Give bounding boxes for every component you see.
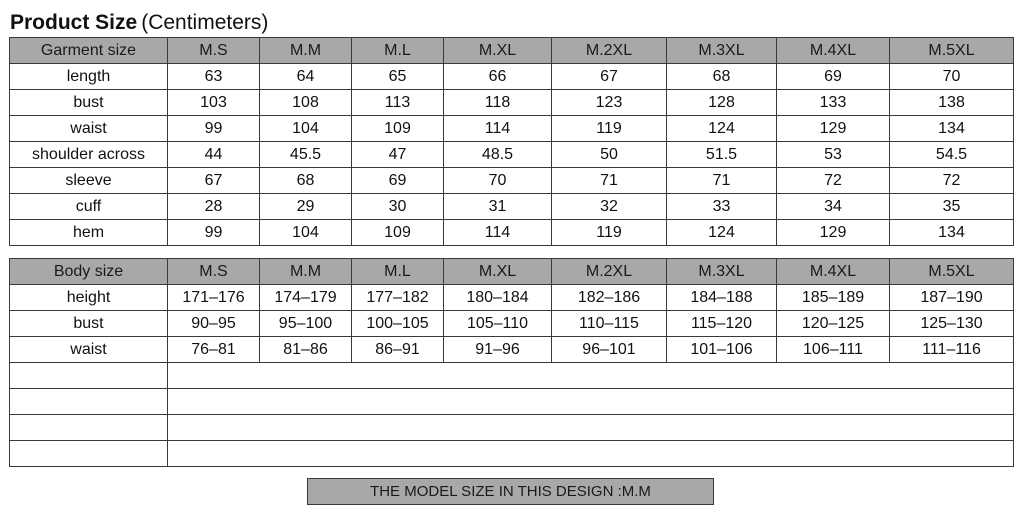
empty-row: [10, 415, 1014, 441]
table-cell: 115–120: [667, 311, 777, 337]
table-cell: 70: [444, 168, 552, 194]
table-row: [10, 337, 1014, 363]
page-title-unit: (Centimeters): [141, 11, 269, 34]
table-cell: 123: [552, 90, 667, 116]
body-header-row: [10, 259, 1014, 285]
model-size-note: THE MODEL SIZE IN THIS DESIGN :M.M: [307, 478, 714, 505]
table-cell: 124: [667, 220, 777, 246]
size-header: M.4XL: [777, 38, 890, 64]
table-cell: 113: [352, 90, 444, 116]
empty-value-cell: [168, 363, 1014, 389]
empty-row: [10, 441, 1014, 467]
table-row: [10, 142, 1014, 168]
size-header: M.XL: [444, 259, 552, 285]
empty-value-cell: [168, 415, 1014, 441]
size-header: M.S: [168, 38, 260, 64]
size-header: M.3XL: [667, 38, 777, 64]
table-row: [10, 90, 1014, 116]
row-label: length: [10, 64, 168, 90]
table-cell: 67: [168, 168, 260, 194]
table-cell: 33: [667, 194, 777, 220]
table-cell: 128: [667, 90, 777, 116]
table-cell: 114: [444, 116, 552, 142]
table-cell: 45.5: [260, 142, 352, 168]
table-cell: 118: [444, 90, 552, 116]
table-cell: 32: [552, 194, 667, 220]
table-cell: 70: [890, 64, 1014, 90]
table-cell: 187–190: [890, 285, 1014, 311]
table-cell: 120–125: [777, 311, 890, 337]
table-cell: 111–116: [890, 337, 1014, 363]
table-cell: 95–100: [260, 311, 352, 337]
table-cell: 31: [444, 194, 552, 220]
size-header: M.M: [260, 259, 352, 285]
table-cell: 109: [352, 116, 444, 142]
table-row: [10, 311, 1014, 337]
row-label: waist: [10, 337, 168, 363]
page-title-main: Product Size: [10, 11, 138, 34]
row-label: shoulder across: [10, 142, 168, 168]
table-cell: 34: [777, 194, 890, 220]
body-header-label: Body size: [10, 259, 168, 285]
table-cell: 96–101: [552, 337, 667, 363]
row-label: height: [10, 285, 168, 311]
table-cell: 54.5: [890, 142, 1014, 168]
table-cell: 125–130: [890, 311, 1014, 337]
table-cell: 105–110: [444, 311, 552, 337]
table-cell: 138: [890, 90, 1014, 116]
size-header: M.L: [352, 38, 444, 64]
table-row: [10, 168, 1014, 194]
empty-label-cell: [10, 441, 168, 467]
table-cell: 101–106: [667, 337, 777, 363]
table-cell: 185–189: [777, 285, 890, 311]
table-cell: 180–184: [444, 285, 552, 311]
table-cell: 129: [777, 220, 890, 246]
table-cell: 91–96: [444, 337, 552, 363]
table-cell: 68: [260, 168, 352, 194]
table-cell: 81–86: [260, 337, 352, 363]
table-cell: 64: [260, 64, 352, 90]
table-cell: 184–188: [667, 285, 777, 311]
empty-row: [10, 363, 1014, 389]
garment-size-table: [9, 37, 1014, 246]
table-cell: 124: [667, 116, 777, 142]
table-cell: 171–176: [168, 285, 260, 311]
table-cell: 106–111: [777, 337, 890, 363]
size-header: M.4XL: [777, 259, 890, 285]
table-cell: 35: [890, 194, 1014, 220]
table-cell: 68: [667, 64, 777, 90]
table-cell: 104: [260, 116, 352, 142]
table-cell: 50: [552, 142, 667, 168]
size-header: M.5XL: [890, 38, 1014, 64]
table-cell: 66: [444, 64, 552, 90]
table-cell: 99: [168, 220, 260, 246]
row-label: bust: [10, 311, 168, 337]
table-cell: 100–105: [352, 311, 444, 337]
table-cell: 47: [352, 142, 444, 168]
table-cell: 119: [552, 220, 667, 246]
table-cell: 134: [890, 220, 1014, 246]
table-cell: 174–179: [260, 285, 352, 311]
empty-row: [10, 389, 1014, 415]
table-cell: 129: [777, 116, 890, 142]
garment-header-row: [10, 38, 1014, 64]
table-row: [10, 220, 1014, 246]
size-header: M.L: [352, 259, 444, 285]
table-cell: 109: [352, 220, 444, 246]
table-cell: 110–115: [552, 311, 667, 337]
table-cell: 119: [552, 116, 667, 142]
table-cell: 134: [890, 116, 1014, 142]
table-cell: 108: [260, 90, 352, 116]
table-cell: 51.5: [667, 142, 777, 168]
table-cell: 133: [777, 90, 890, 116]
table-cell: 86–91: [352, 337, 444, 363]
table-cell: 99: [168, 116, 260, 142]
table-cell: 53: [777, 142, 890, 168]
table-cell: 114: [444, 220, 552, 246]
table-cell: 28: [168, 194, 260, 220]
table-cell: 69: [777, 64, 890, 90]
table-cell: 76–81: [168, 337, 260, 363]
table-cell: 69: [352, 168, 444, 194]
table-row: [10, 116, 1014, 142]
table-cell: 30: [352, 194, 444, 220]
table-cell: 67: [552, 64, 667, 90]
size-header: M.2XL: [552, 259, 667, 285]
size-header: M.2XL: [552, 38, 667, 64]
empty-label-cell: [10, 389, 168, 415]
row-label: waist: [10, 116, 168, 142]
row-label: bust: [10, 90, 168, 116]
size-header: M.3XL: [667, 259, 777, 285]
page-title: [10, 8, 268, 38]
row-label: hem: [10, 220, 168, 246]
empty-value-cell: [168, 389, 1014, 415]
table-cell: 103: [168, 90, 260, 116]
empty-value-cell: [168, 441, 1014, 467]
table-cell: 182–186: [552, 285, 667, 311]
size-header: M.XL: [444, 38, 552, 64]
table-cell: 177–182: [352, 285, 444, 311]
row-label: cuff: [10, 194, 168, 220]
table-cell: 48.5: [444, 142, 552, 168]
table-row: [10, 285, 1014, 311]
table-cell: 71: [552, 168, 667, 194]
table-row: [10, 194, 1014, 220]
size-header: M.5XL: [890, 259, 1014, 285]
table-cell: 72: [777, 168, 890, 194]
size-header: M.S: [168, 259, 260, 285]
size-header: M.M: [260, 38, 352, 64]
body-size-table: [9, 258, 1014, 467]
table-cell: 63: [168, 64, 260, 90]
empty-label-cell: [10, 363, 168, 389]
table-cell: 71: [667, 168, 777, 194]
table-cell: 29: [260, 194, 352, 220]
table-row: [10, 64, 1014, 90]
empty-label-cell: [10, 415, 168, 441]
table-cell: 44: [168, 142, 260, 168]
row-label: sleeve: [10, 168, 168, 194]
table-cell: 90–95: [168, 311, 260, 337]
table-cell: 65: [352, 64, 444, 90]
table-cell: 104: [260, 220, 352, 246]
table-cell: 72: [890, 168, 1014, 194]
garment-header-label: Garment size: [10, 38, 168, 64]
